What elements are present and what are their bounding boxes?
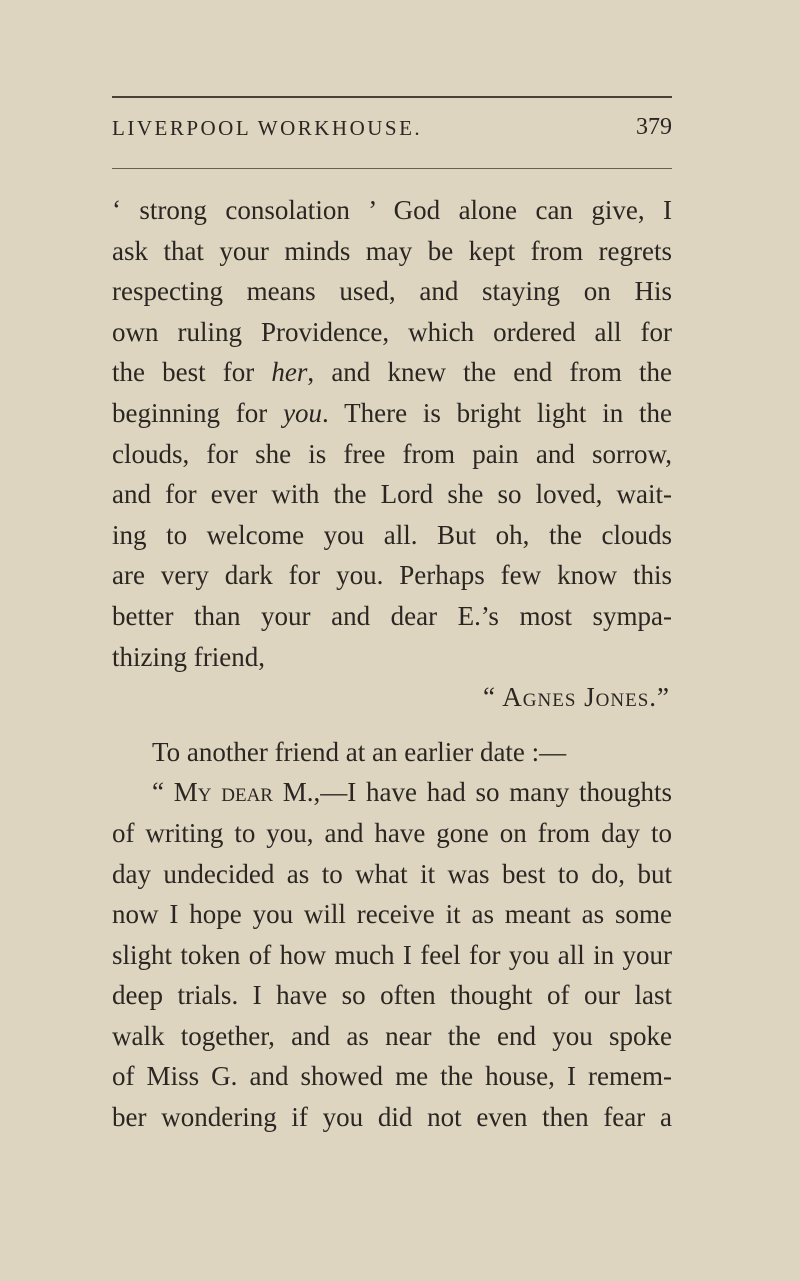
text-line: own ruling Providence, which ordered all for <box>112 316 672 347</box>
open-quote: “ <box>152 777 174 808</box>
text-line: ber wondering if you did not even then fear a <box>112 1102 672 1133</box>
header-rule-bottom <box>112 168 672 169</box>
text-line: ask that your minds may be kept from regrets <box>112 235 672 266</box>
text-line: better than your and dear E.’s most sympa- <box>112 600 672 631</box>
text-line: deep trials. I have so often thought of our last <box>112 980 672 1011</box>
text-run: , and knew the end from the <box>307 357 672 388</box>
page-number: 379 <box>636 114 672 140</box>
salutation: My dear <box>173 777 273 808</box>
italic-word: her <box>271 357 308 388</box>
paragraph-gap <box>112 718 672 732</box>
text-line: ‘ strong consolation ’ God alone can give, I <box>112 195 672 225</box>
text-line: of writing to you, and have gone on from day to <box>112 817 672 848</box>
text-line: day undecided as to what it was best to do, but <box>112 858 672 889</box>
letter-first-line <box>112 772 672 813</box>
text-line: and for ever with the Lord she so loved, wait- <box>112 479 672 510</box>
signature: “ Agnes Jones.” <box>483 682 670 713</box>
text-line: walk together, and as near the end you spoke <box>112 1020 672 1051</box>
text-run: the best for <box>112 357 272 388</box>
text-line <box>112 393 672 434</box>
text-line: are very dark for you. Perhaps few know this <box>112 560 672 591</box>
text-line <box>112 352 672 393</box>
header-rule-top <box>112 96 672 98</box>
text-line: thizing friend, <box>112 641 265 672</box>
running-head: LIVERPOOL WORKHOUSE. <box>112 116 423 140</box>
text-line: now I hope you will receive it as meant as some <box>112 899 672 930</box>
text-run: M.,—I have had so many thoughts <box>272 777 673 808</box>
intro-line: To another friend at an earlier date :— <box>152 736 567 767</box>
body-text <box>112 190 672 1138</box>
page-header <box>112 110 672 150</box>
text-run: beginning for <box>112 397 284 428</box>
text-line: respecting means used, and staying on His <box>112 276 672 307</box>
text-line: of Miss G. and showed me the house, I remem- <box>112 1061 672 1092</box>
text-line: slight token of how much I feel for you all in your <box>112 939 672 970</box>
italic-word: you <box>283 397 323 428</box>
text-line: clouds, for she is free from pain and sorrow, <box>112 438 672 469</box>
text-line: ing to welcome you all. But oh, the clouds <box>112 519 672 550</box>
text-run: . There is bright light in the <box>322 397 672 428</box>
